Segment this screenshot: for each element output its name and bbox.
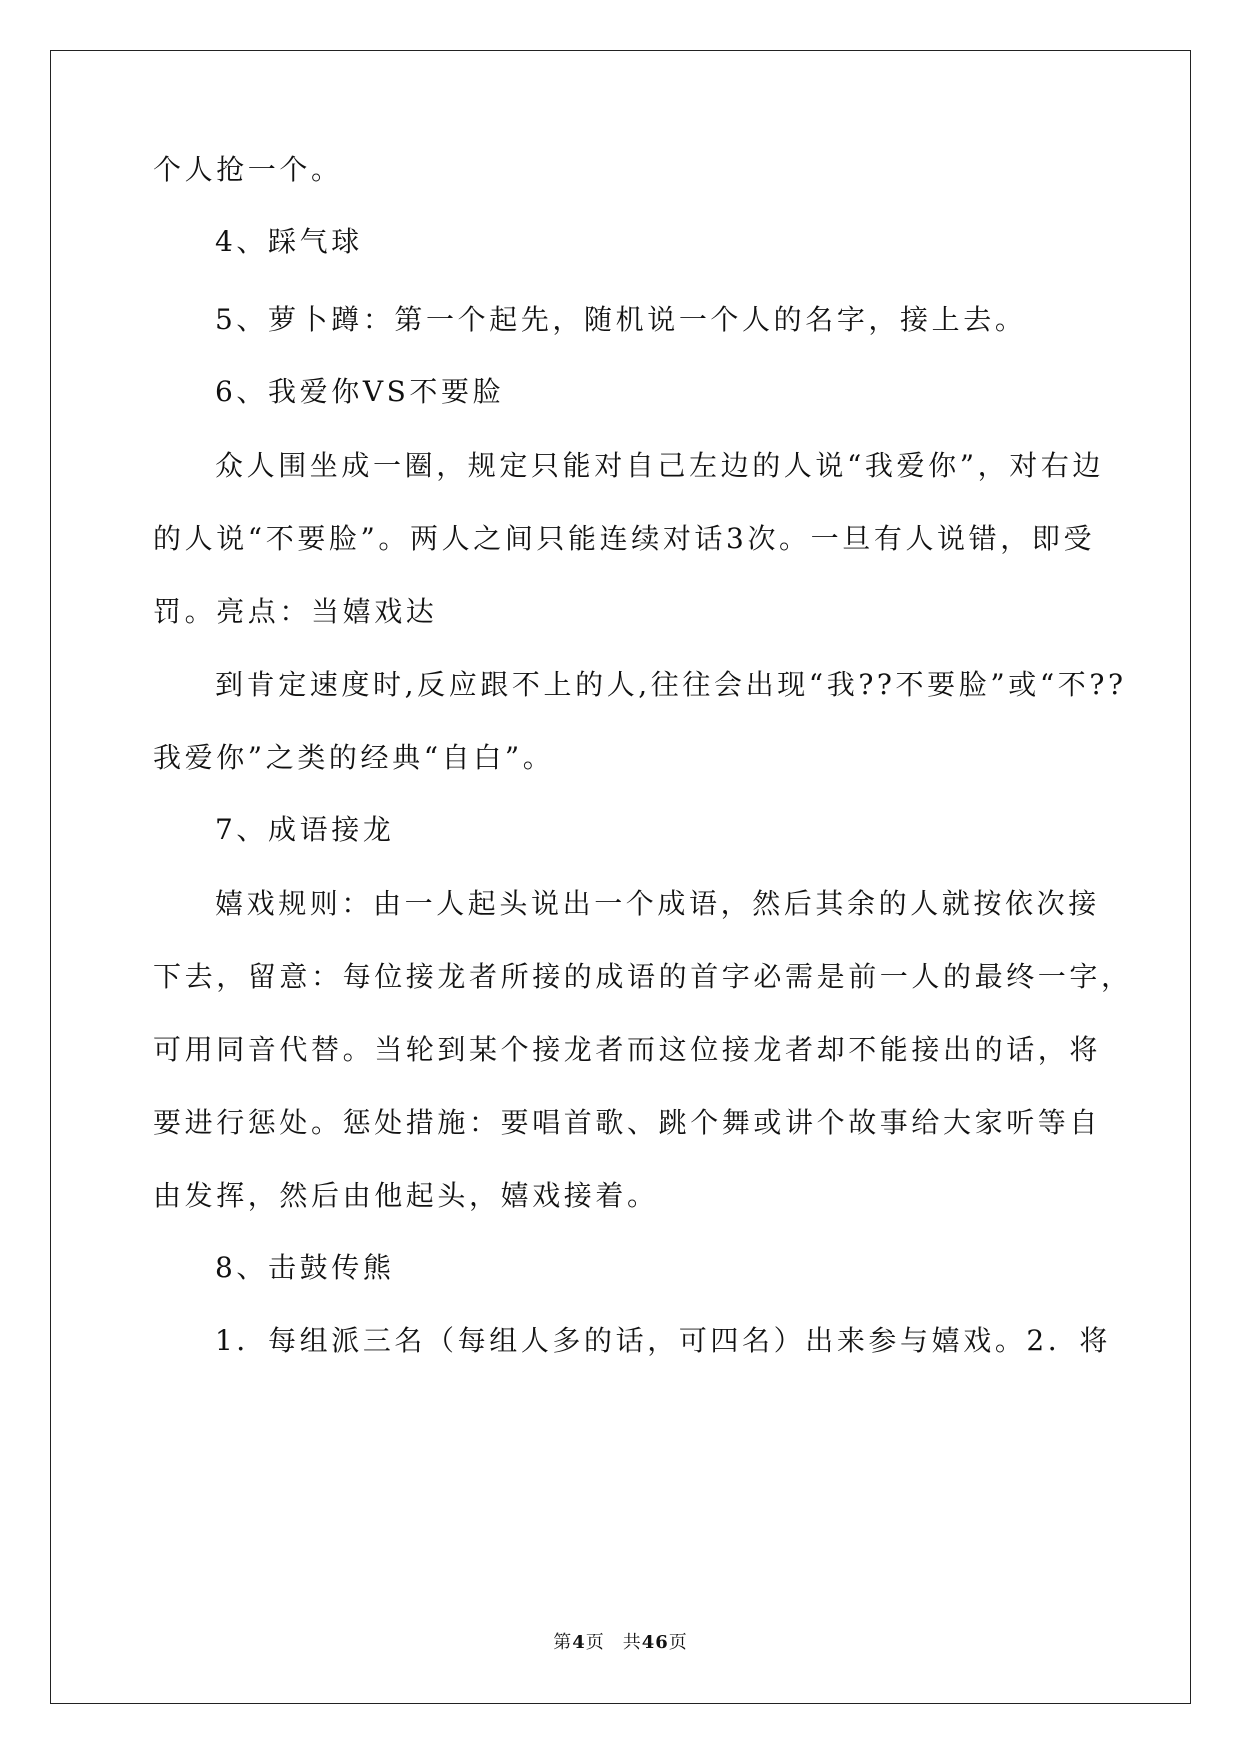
section-heading: 8、击鼓传熊 (215, 1251, 395, 1284)
page-footer (0, 1630, 1241, 1656)
paragraph-line: 到肯定速度时,反应跟不上的人,往往会出现“我??不要脸”或“不?? (215, 668, 1127, 701)
paragraph-line: 1．每组派三名（每组人多的话，可四名）出来参与嬉戏。2．将 (215, 1324, 1112, 1357)
paragraph-line: 下去，留意：每位接龙者所接的成语的首字必需是前一人的最终一字， (153, 960, 1133, 993)
section-heading: 5、萝卜蹲：第一个起先，随机说一个人的名字，接上去。 (215, 303, 1027, 336)
total-pages-prefix: 共 (622, 1632, 642, 1653)
section-heading: 6、我爱你VS不要脸 (215, 375, 505, 408)
section-heading: 4、踩气球 (215, 225, 363, 258)
paragraph-line: 罚。亮点：当嬉戏达 (153, 595, 438, 628)
page-number-prefix: 第 (553, 1632, 573, 1653)
paragraph-line: 的人说“不要脸”。两人之间只能连续对话3次。一旦有人说错，即受 (153, 522, 1096, 555)
paragraph-line: 众人围坐成一圈，规定只能对自己左边的人说“我爱你”，对右边 (215, 449, 1105, 482)
section-heading: 7、成语接龙 (215, 813, 395, 846)
text-line: 个人抢一个。 (153, 153, 343, 186)
total-pages-suffix: 页 (668, 1632, 688, 1653)
paragraph-line: 由发挥，然后由他起头，嬉戏接着。 (153, 1179, 659, 1212)
total-pages: 46 (641, 1632, 669, 1653)
paragraph-line: 我爱你”之类的经典“自白”。 (153, 741, 555, 774)
paragraph-line: 要进行惩处。惩处措施：要唱首歌、跳个舞或讲个故事给大家听等自 (153, 1106, 1102, 1139)
page-number-suffix: 页 (585, 1632, 605, 1653)
page-number: 4 (572, 1632, 586, 1653)
paragraph-line: 可用同音代替。当轮到某个接龙者而这位接龙者却不能接出的话，将 (153, 1033, 1102, 1066)
page-frame (50, 50, 1191, 1704)
paragraph-line: 嬉戏规则：由一人起头说出一个成语，然后其余的人就按依次接 (215, 887, 1100, 920)
